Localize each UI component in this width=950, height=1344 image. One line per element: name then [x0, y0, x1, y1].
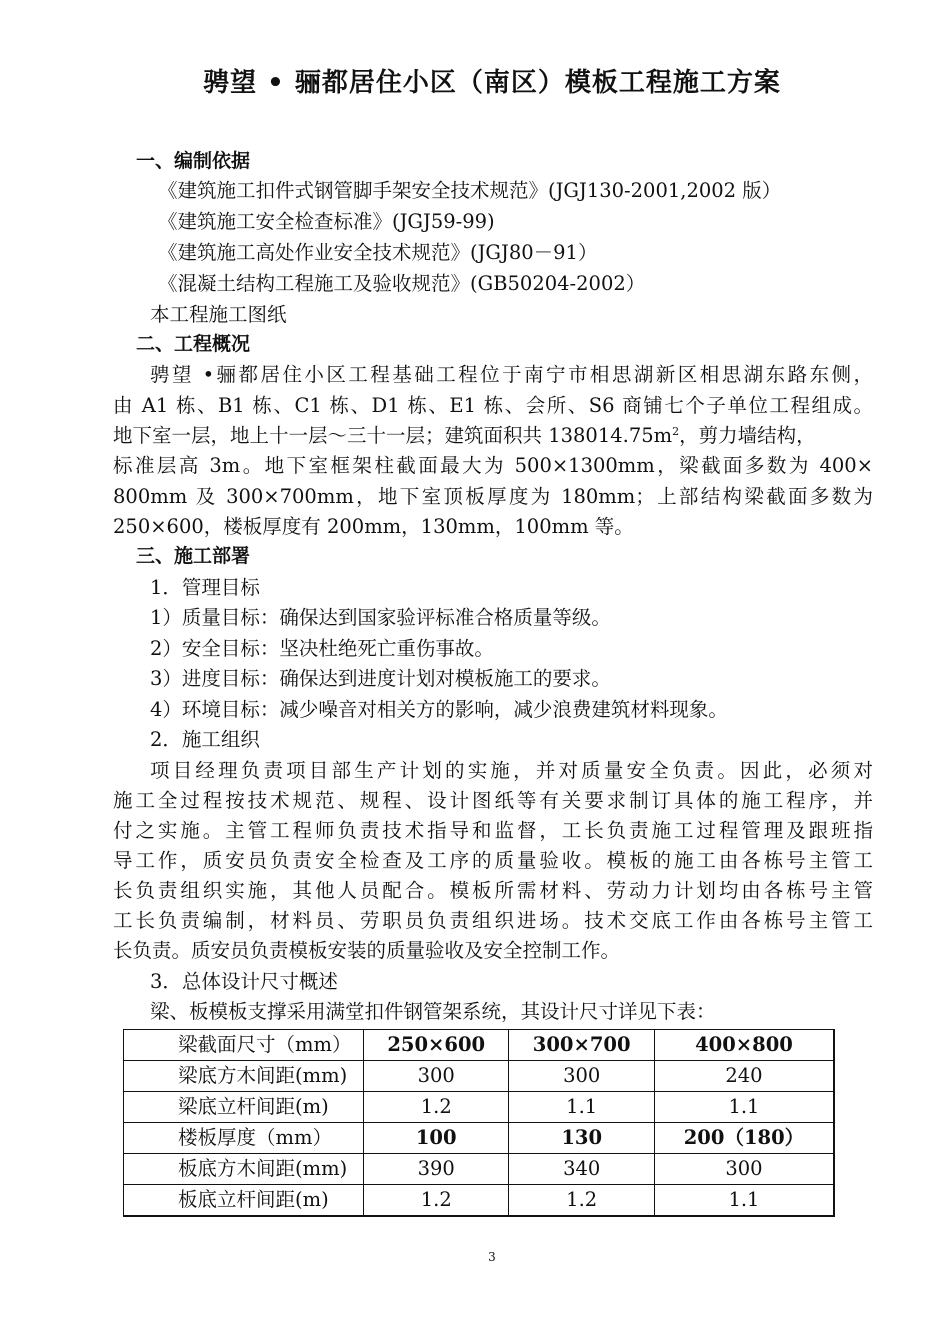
overview-line: 800mm 及 300×700mm，地下室顶板厚度为 180mm；上部结构梁截面多数为 — [113, 485, 873, 508]
reference-item: 本工程施工图纸 — [150, 303, 287, 326]
document-title: 骋望 • 骊都居住小区（南区）模板工程施工方案 — [203, 68, 781, 98]
table-row — [124, 1030, 835, 1061]
organization-line: 项目经理负责项目部生产计划的实施，并对质量安全负责。因此，必须对 — [150, 759, 873, 782]
table-cell: 240 — [654, 1061, 834, 1092]
organization-line: 导工作，质安员负责安全检查及工序的质量验收。模板的施工由各栋号主管工 — [113, 849, 873, 872]
table-row — [124, 1185, 835, 1217]
goal-item: 4）环境目标：减少噪音对相关方的影响，减少浪费建筑材料现象。 — [150, 698, 728, 721]
overview-line: 标准层高 3m。地下室框架柱截面最大为 500×1300mm，梁截面多数为 400× — [113, 454, 873, 477]
table-cell: 400×800 — [654, 1030, 834, 1061]
organization-line: 施工全过程按技术规范、规程、设计图纸等有关要求制订具体的施工程序，并 — [113, 789, 873, 812]
table-cell: 1.2 — [364, 1185, 509, 1217]
table-cell: 1.1 — [654, 1092, 834, 1123]
overview-line — [113, 421, 873, 451]
table-cell: 250×600 — [364, 1030, 509, 1061]
section-heading-basis: 一、编制依据 — [136, 150, 251, 172]
table-cell: 300 — [654, 1154, 834, 1185]
section-heading-overview: 二、工程概况 — [136, 333, 251, 355]
goal-item: 1）质量目标：确保达到国家验评标准合格质量等级。 — [150, 606, 611, 629]
table-row-label: 梁底立杆间距(m) — [124, 1092, 364, 1123]
table-cell: 1.1 — [509, 1092, 654, 1123]
overview-line: 骋望 •骊都居住小区工程基础工程位于南宁市相思湖新区相思湖东路东侧， — [150, 363, 873, 386]
table-row — [124, 1154, 835, 1185]
section-heading-deployment: 三、施工部署 — [136, 545, 251, 567]
overview-area-text: 地下室一层，地上十一层～三十一层；建筑面积共 138014.75m — [113, 424, 673, 447]
table-cell: 300 — [509, 1061, 654, 1092]
table-cell: 1.1 — [654, 1185, 834, 1217]
table-cell: 100 — [364, 1123, 509, 1154]
organization-line: 付之实施。主管工程师负责技术指导和监督，工长负责施工过程管理及跟班指 — [113, 819, 873, 842]
table-cell: 200（180） — [654, 1123, 834, 1154]
reference-item: 《建筑施工扣件式钢管脚手架安全技术规范》(JGJ130-2001,2002 版） — [158, 179, 782, 202]
table-row — [124, 1092, 835, 1123]
table-cell: 1.2 — [509, 1185, 654, 1217]
overview-line: 由 A1 栋、B1 栋、C1 栋、D1 栋、E1 栋、会所、S6 商铺七个子单位工程组成。 — [113, 394, 873, 417]
overview-line: 250×600，楼板厚度有 200mm，130mm，100mm 等。 — [113, 515, 634, 538]
table-cell: 130 — [509, 1123, 654, 1154]
table-row-label: 楼板厚度（mm） — [124, 1123, 364, 1154]
reference-item: 《混凝土结构工程施工及验收规范》(GB50204-2002） — [158, 272, 646, 295]
superscript-2: 2 — [672, 425, 680, 438]
reference-item: 《建筑施工高处作业安全技术规范》(JGJ80－91） — [158, 241, 598, 264]
table-cell: 300×700 — [509, 1030, 654, 1061]
organization-line: 工长负责编制，材料员、劳职员负责组织进场。技术交底工作由各栋号主管工 — [113, 909, 873, 932]
table-row-label: 梁底方木间距(mm) — [124, 1061, 364, 1092]
page-number: 3 — [488, 1250, 496, 1264]
table-row-label: 梁截面尺寸（mm） — [124, 1030, 364, 1061]
subheading-organization: 2．施工组织 — [150, 728, 260, 751]
table-cell: 340 — [509, 1154, 654, 1185]
reference-item: 《建筑施工安全检查标准》(JGJ59-99) — [158, 210, 495, 233]
goal-item: 2）安全目标：坚决杜绝死亡重伤事故。 — [150, 637, 494, 660]
organization-line: 长负责组织实施，其他人员配合。模板所需材料、劳动力计划均由各栋号主管 — [113, 879, 873, 902]
organization-line: 长负责。质安员负责模板安装的质量验收及安全控制工作。 — [113, 939, 621, 962]
table-row-label: 板底立杆间距(m) — [124, 1185, 364, 1217]
subheading-management-goals: 1．管理目标 — [150, 576, 260, 599]
table-cell: 1.2 — [364, 1092, 509, 1123]
table-cell: 390 — [364, 1154, 509, 1185]
design-dimensions-table — [123, 1029, 835, 1217]
table-row-label: 板底方木间距(mm) — [124, 1154, 364, 1185]
table-row — [124, 1061, 835, 1092]
table-cell: 300 — [364, 1061, 509, 1092]
goal-item: 3）进度目标：确保达到进度计划对模板施工的要求。 — [150, 667, 611, 690]
subheading-design-dimensions: 3．总体设计尺寸概述 — [150, 970, 338, 993]
overview-area-tail: ，剪力墙结构， — [679, 424, 816, 447]
table-intro: 梁、板模板支撑采用满堂扣件钢管架系统，其设计尺寸详见下表： — [150, 1000, 716, 1023]
table-row — [124, 1123, 835, 1154]
